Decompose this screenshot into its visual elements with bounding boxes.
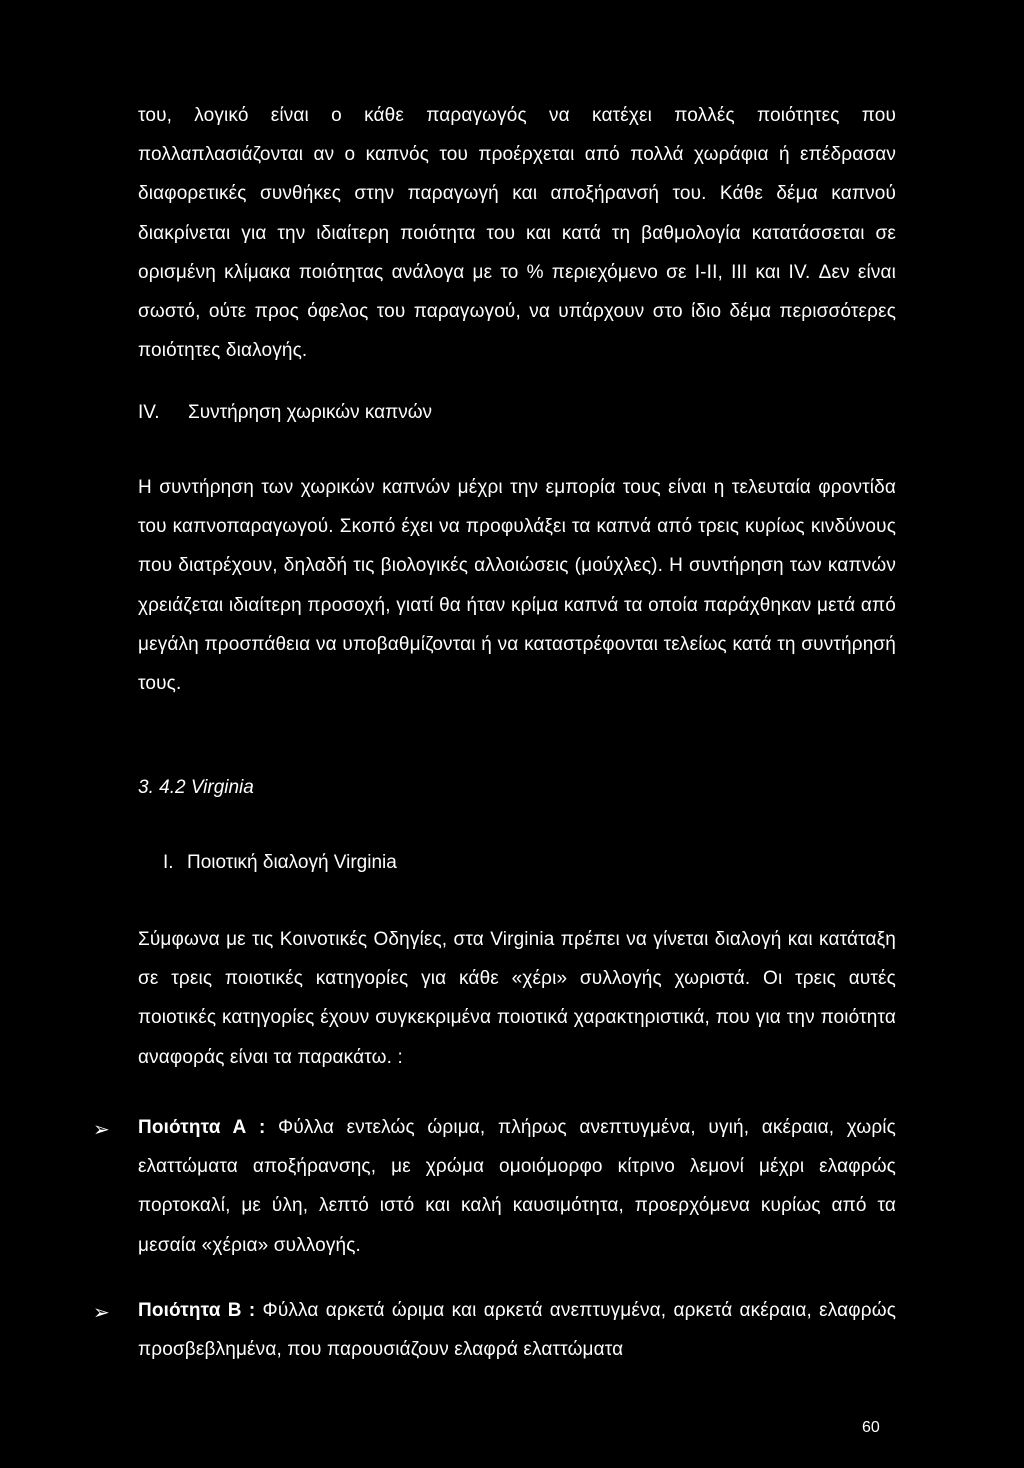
bullet-arrow-icon: ➢ — [93, 1119, 110, 1141]
bullet-quality-a — [138, 1108, 896, 1265]
section-iv-heading — [138, 401, 432, 425]
section-i-number: Ι. — [163, 852, 174, 873]
paragraph-virginia-grading: Σύμφωνα με τις Κοινοτικές Οδηγίες, στα Virginia πρέπει να γίνεται διαλογή και κατάταξη σε τρεις ποιοτικές κατηγορίες για κάθε «χέρι» συλλογής χωριστά. Οι τρεις αυτές ποιοτικές κατηγορίες έχουν συγκεκριμένα ποιοτικά χαρακτηριστικά, που για την ποιότητα αναφοράς είναι τα παρακάτω. : — [138, 929, 896, 1068]
quality-a-text: Φύλλα εντελώς ώριμα, πλήρως ανεπτυγμένα, υγιή, ακέραια, χωρίς ελαττώματα αποξήρανσης, με χρώμα ομοιόμορφο κίτρινο λεμονί μέχρι ελαφρώς πορτοκαλί, με ύλη, λεπτό ιστό και καλή καυσιμότητα, προερχόμενα κυρίως από τα μεσαία «χέρια» συλλογής. — [138, 1117, 896, 1256]
quality-a-label: Ποιότητα Α : — [138, 1117, 266, 1138]
section-iv-title: Συντήρηση χωρικών καπνών — [188, 402, 433, 423]
bullet-arrow-icon: ➢ — [93, 1302, 110, 1324]
bullet-quality-b — [138, 1291, 896, 1369]
section-iv-number: IV. — [138, 402, 160, 423]
quality-b-label: Ποιότητα Β : — [138, 1300, 256, 1321]
section-i-title: Ποιοτική διαλογή Virginia — [187, 852, 397, 873]
paragraph-tobacco-storage: Η συντήρηση των χωρικών καπνών μέχρι την εμπορία τους είναι η τελευταία φροντίδα του καπνοπαραγωγού. Σκοπό έχει να προφυλάξει τα καπνά από τρεις κυρίως κινδύνους που διατρέχουν, δηλαδή τις βιολογικές αλλοιώσεις (μούχλες). Η συντήρηση των καπνών χρειάζεται ιδιαίτερη προσοχή, γιατί θα ήταν κρίμα καπνά τα οποία παράχθηκαν μετά από μεγάλη προσπάθεια να υποβαθμίζονται ή να καταστρέφονται τελείως κατά τη συντήρησή τους. — [138, 477, 896, 695]
section-i-heading — [163, 851, 397, 875]
page-number: 60 — [862, 1419, 880, 1436]
section-3-4-2-heading: 3. 4.2 Virginia — [138, 777, 254, 798]
paragraph-quality-grading: του, λογικό είναι ο κάθε παραγωγός να κατέχει πολλές ποιότητες που πολλαπλασιάζονται αν ο καπνός του προέρχεται από πολλά χωράφια ή επέδρασαν διαφορετικές συνθήκες στην παραγωγή και αποξήρανσή του. Κάθε δέμα καπνού διακρίνεται για την ιδιαίτερη ποιότητα του και κατά τη βαθμολογία κατατάσσεται σε ορισμένη κλίμακα ποιότητας ανάλογα με το % περιεχόμενο σε Ι-ΙΙ, ΙΙΙ και IV. Δεν είναι σωστό, ούτε προς όφελος του παραγωγού, να υπάρχουν στο ίδιο δέμα περισσότερες ποιότητες διαλογής. — [138, 105, 896, 362]
quality-b-text: Φύλλα αρκετά ώριμα και αρκετά ανεπτυγμένα, αρκετά ακέραια, ελαφρώς προσβεβλημένα, που παρουσιάζουν ελαφρά ελαττώματα — [138, 1300, 896, 1361]
